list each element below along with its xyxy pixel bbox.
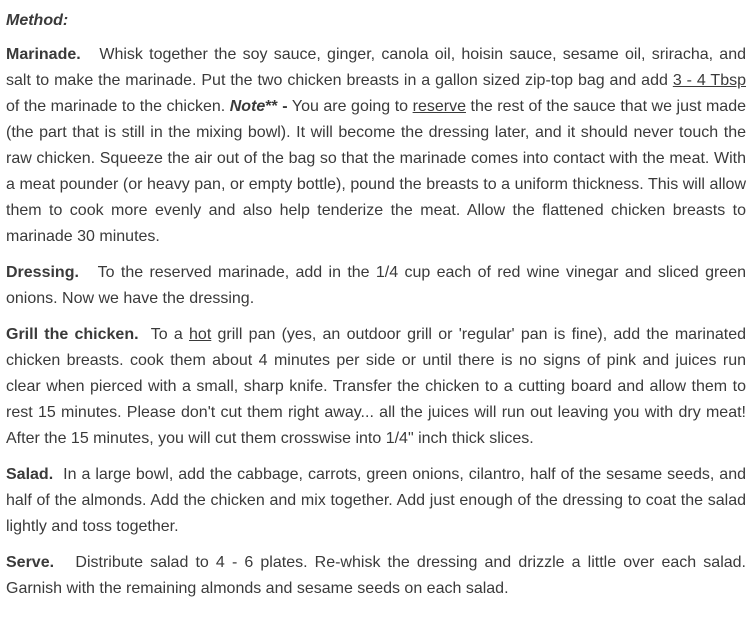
grill-lead: Grill the chicken. bbox=[6, 326, 139, 343]
grill-text-1: To a bbox=[150, 326, 190, 343]
salad-text: In a large bowl, add the cabbage, carrots, green onions, cilantro, half of the sesame seeds, and half of the almonds. Add the chicken and mix together. Add just enough of the dressing to coat the salad lightly and toss together. bbox=[6, 466, 747, 535]
dressing-text: To the reserved marinade, add in the 1/4 cup each of red wine vinegar and sliced green onions. Now we have the dressing. bbox=[6, 264, 747, 307]
marinade-text-4: the rest of the sauce that we just made (the part that is still in the mixing bowl). It will become the dressing later, and it should never touch the raw chicken. Squeeze the air out of the bag so that the marinade comes into contact with the meat. With a meat pounder (or heavy pan, or empty bottle), pound the breasts to a uniform thickness. This will allow them to cook more evenly and also help tenderize the meat. Allow the flattened chicken breasts to marinade 30 minutes. bbox=[6, 98, 746, 245]
method-heading: Method: bbox=[6, 12, 69, 29]
marinade-text-1: Whisk together the soy sauce, ginger, canola oil, hoisin sauce, sesame oil, sriracha, and salt to make the marinade. Put the two chicken breasts in a gallon sized zip-top bag and add bbox=[6, 46, 746, 89]
marinade-lead: Marinade. bbox=[6, 46, 81, 63]
marinade-step bbox=[6, 42, 746, 250]
serve-text: Distribute salad to 4 - 6 plates. Re-whisk the dressing and drizzle a little over each salad. Garnish with the remaining almonds and sesame seeds on each salad. bbox=[6, 554, 746, 597]
salad-step bbox=[6, 462, 746, 540]
grill-step bbox=[6, 322, 746, 452]
marinade-text-2: of the marinade to the chicken. bbox=[6, 98, 230, 115]
serve-step bbox=[6, 550, 746, 602]
grill-hot: hot bbox=[189, 326, 212, 343]
serve-lead: Serve. bbox=[6, 554, 55, 571]
grill-text-2: grill pan (yes, an outdoor grill or 'regular' pan is fine), add the marinated chicken breasts. cook them about 4 minutes per side or until there is no signs of pink and juices run clear when pierced with a small, sharp knife. Transfer the chicken to a cutting board and allow them to rest 15 minutes. Please don't cut them right away... all the juices will run out leaving you with dry meat! After the 15 minutes, you will cut them crosswise into 1/4" inch thick slices. bbox=[6, 326, 746, 447]
salad-lead: Salad. bbox=[6, 466, 54, 483]
marinade-reserve: reserve bbox=[412, 98, 466, 115]
marinade-amount: 3 - 4 Tbsp bbox=[672, 72, 746, 89]
dressing-step bbox=[6, 260, 746, 312]
marinade-text-3: You are going to bbox=[287, 98, 413, 115]
marinade-note-label: Note bbox=[229, 98, 266, 115]
dressing-lead: Dressing. bbox=[6, 264, 79, 281]
marinade-note-mark: ** - bbox=[265, 98, 288, 115]
